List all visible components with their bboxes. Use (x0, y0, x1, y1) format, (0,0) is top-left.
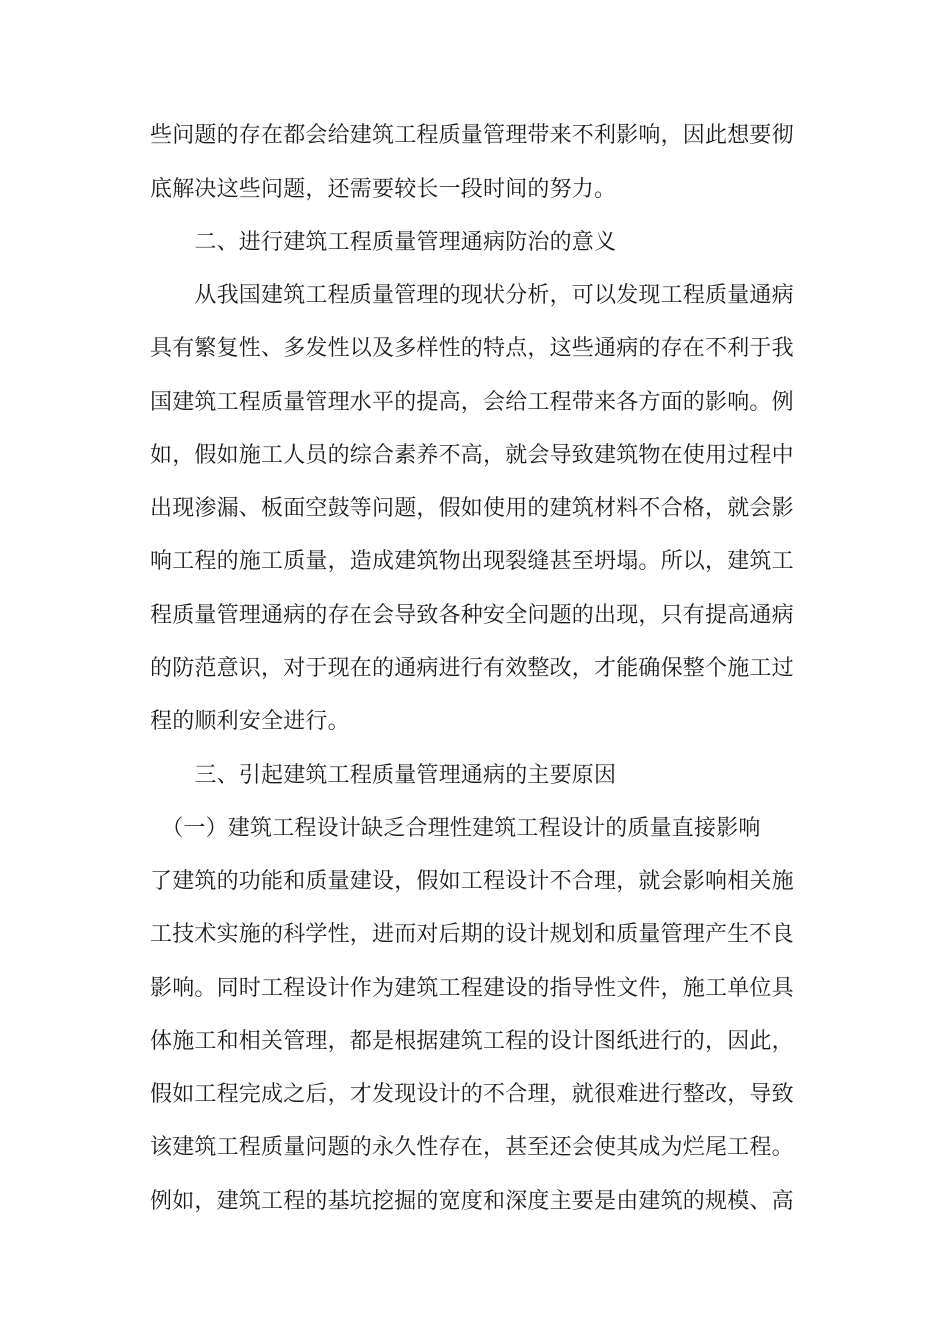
text-line: 工技术实施的科学性，进而对后期的设计规划和质量管理产生不良 (150, 922, 794, 947)
text-line: 了建筑的功能和质量建设，假如工程设计不合理，就会影响相关施 (150, 869, 794, 894)
text-line: 响工程的施工质量，造成建筑物出现裂缝甚至坍塌。所以，建筑工 (150, 549, 794, 574)
section-heading: 三、引起建筑工程质量管理通病的主要原因 (150, 763, 617, 788)
text-line: 程的顺利安全进行。 (150, 709, 350, 734)
text-line: 该建筑工程质量问题的永久性存在，甚至还会使其成为烂尾工程。 (150, 1135, 794, 1160)
text-line: 例如，建筑工程的基坑挖掘的宽度和深度主要是由建筑的规模、高 (150, 1189, 794, 1214)
text-line: 如，假如施工人员的综合素养不高，就会导致建筑物在使用过程中 (150, 443, 794, 468)
text-line: 从我国建筑工程质量管理的现状分析，可以发现工程质量通病 (150, 283, 794, 308)
section-heading: 二、进行建筑工程质量管理通病防治的意义 (150, 230, 617, 255)
text-line: 的防范意识，对于现在的通病进行有效整改，才能确保整个施工过 (150, 656, 794, 681)
text-line: 些问题的存在都会给建筑工程质量管理带来不利影响，因此想要彻 (150, 123, 794, 148)
subsection-heading: （一）建筑工程设计缺乏合理性建筑工程设计的质量直接影响 (150, 816, 761, 841)
text-line: 底解决这些问题，还需要较长一段时间的努力。 (150, 177, 617, 202)
text-line: 假如工程完成之后，才发现设计的不合理，就很难进行整改，导致 (150, 1082, 794, 1107)
text-line: 体施工和相关管理，都是根据建筑工程的设计图纸进行的，因此， (150, 1029, 794, 1054)
text-line: 具有繁复性、多发性以及多样性的特点，这些通病的存在不利于我 (150, 336, 794, 361)
text-line: 国建筑工程质量管理水平的提高，会给工程带来各方面的影响。例 (150, 390, 794, 415)
text-line: 影响。同时工程设计作为建筑工程建设的指导性文件，施工单位具 (150, 976, 794, 1001)
text-line: 出现渗漏、板面空鼓等问题，假如使用的建筑材料不合格，就会影 (150, 496, 794, 521)
text-line: 程质量管理通病的存在会导致各种安全问题的出现，只有提高通病 (150, 603, 794, 628)
